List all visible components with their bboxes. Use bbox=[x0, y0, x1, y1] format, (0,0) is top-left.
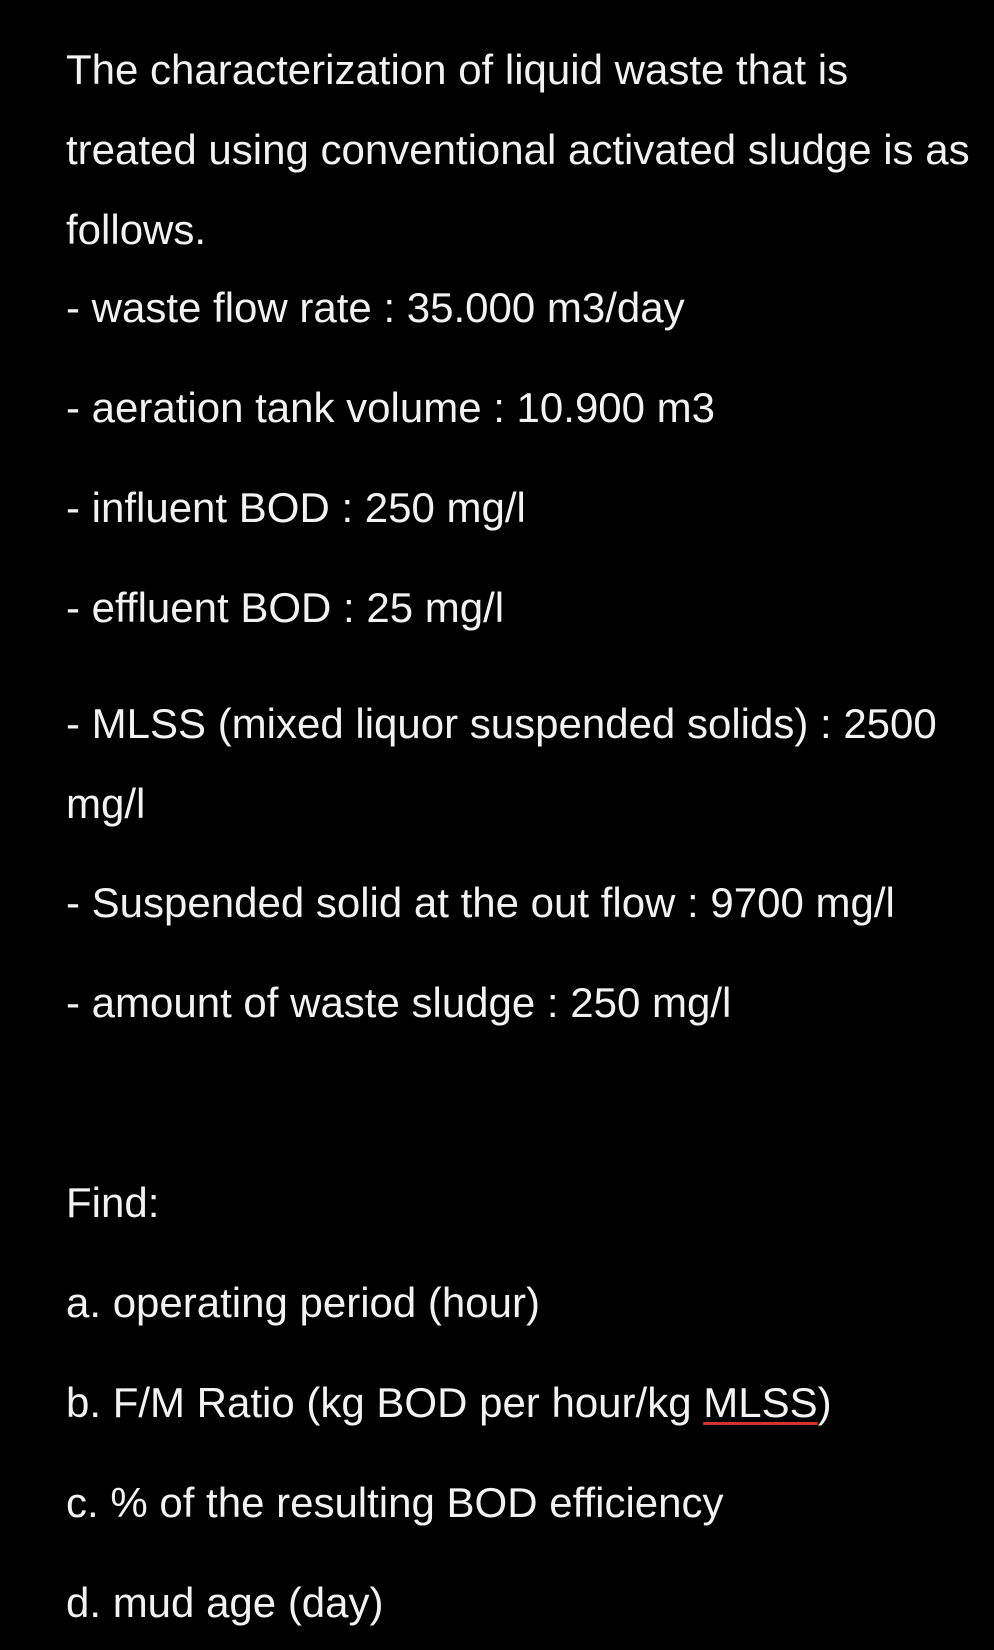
given-waste-flow-rate: - waste flow rate : 35.000 m3/day bbox=[66, 284, 685, 331]
question-b bbox=[66, 1378, 832, 1428]
question-c: c. % of the resulting BOD efficiency bbox=[66, 1479, 724, 1526]
given-influent-bod: - influent BOD : 250 mg/l bbox=[66, 484, 526, 531]
question-b-suffix: ) bbox=[817, 1379, 832, 1426]
given-suspended-solid-outflow: - Suspended solid at the out flow : 9700 mg/l bbox=[66, 879, 895, 926]
find-heading: Find: bbox=[66, 1179, 160, 1226]
given-mlss: - MLSS (mixed liquor suspended solids) : 2500 mg/l bbox=[66, 700, 937, 827]
given-effluent-bod: - effluent BOD : 25 mg/l bbox=[66, 584, 505, 631]
given-waste-sludge-amount: - amount of waste sludge : 250 mg/l bbox=[66, 979, 732, 1026]
intro-paragraph: The characterization of liquid waste that is treated using conventional activated sludge is as follows. bbox=[66, 46, 970, 253]
spellcheck-underlined-word[interactable]: MLSS bbox=[703, 1379, 818, 1426]
given-aeration-tank-volume: - aeration tank volume : 10.900 m3 bbox=[66, 384, 716, 431]
question-a: a. operating period (hour) bbox=[66, 1279, 540, 1326]
question-d: d. mud age (day) bbox=[66, 1579, 384, 1626]
question-b-prefix: b. F/M Ratio (kg BOD per hour/kg bbox=[66, 1379, 704, 1426]
